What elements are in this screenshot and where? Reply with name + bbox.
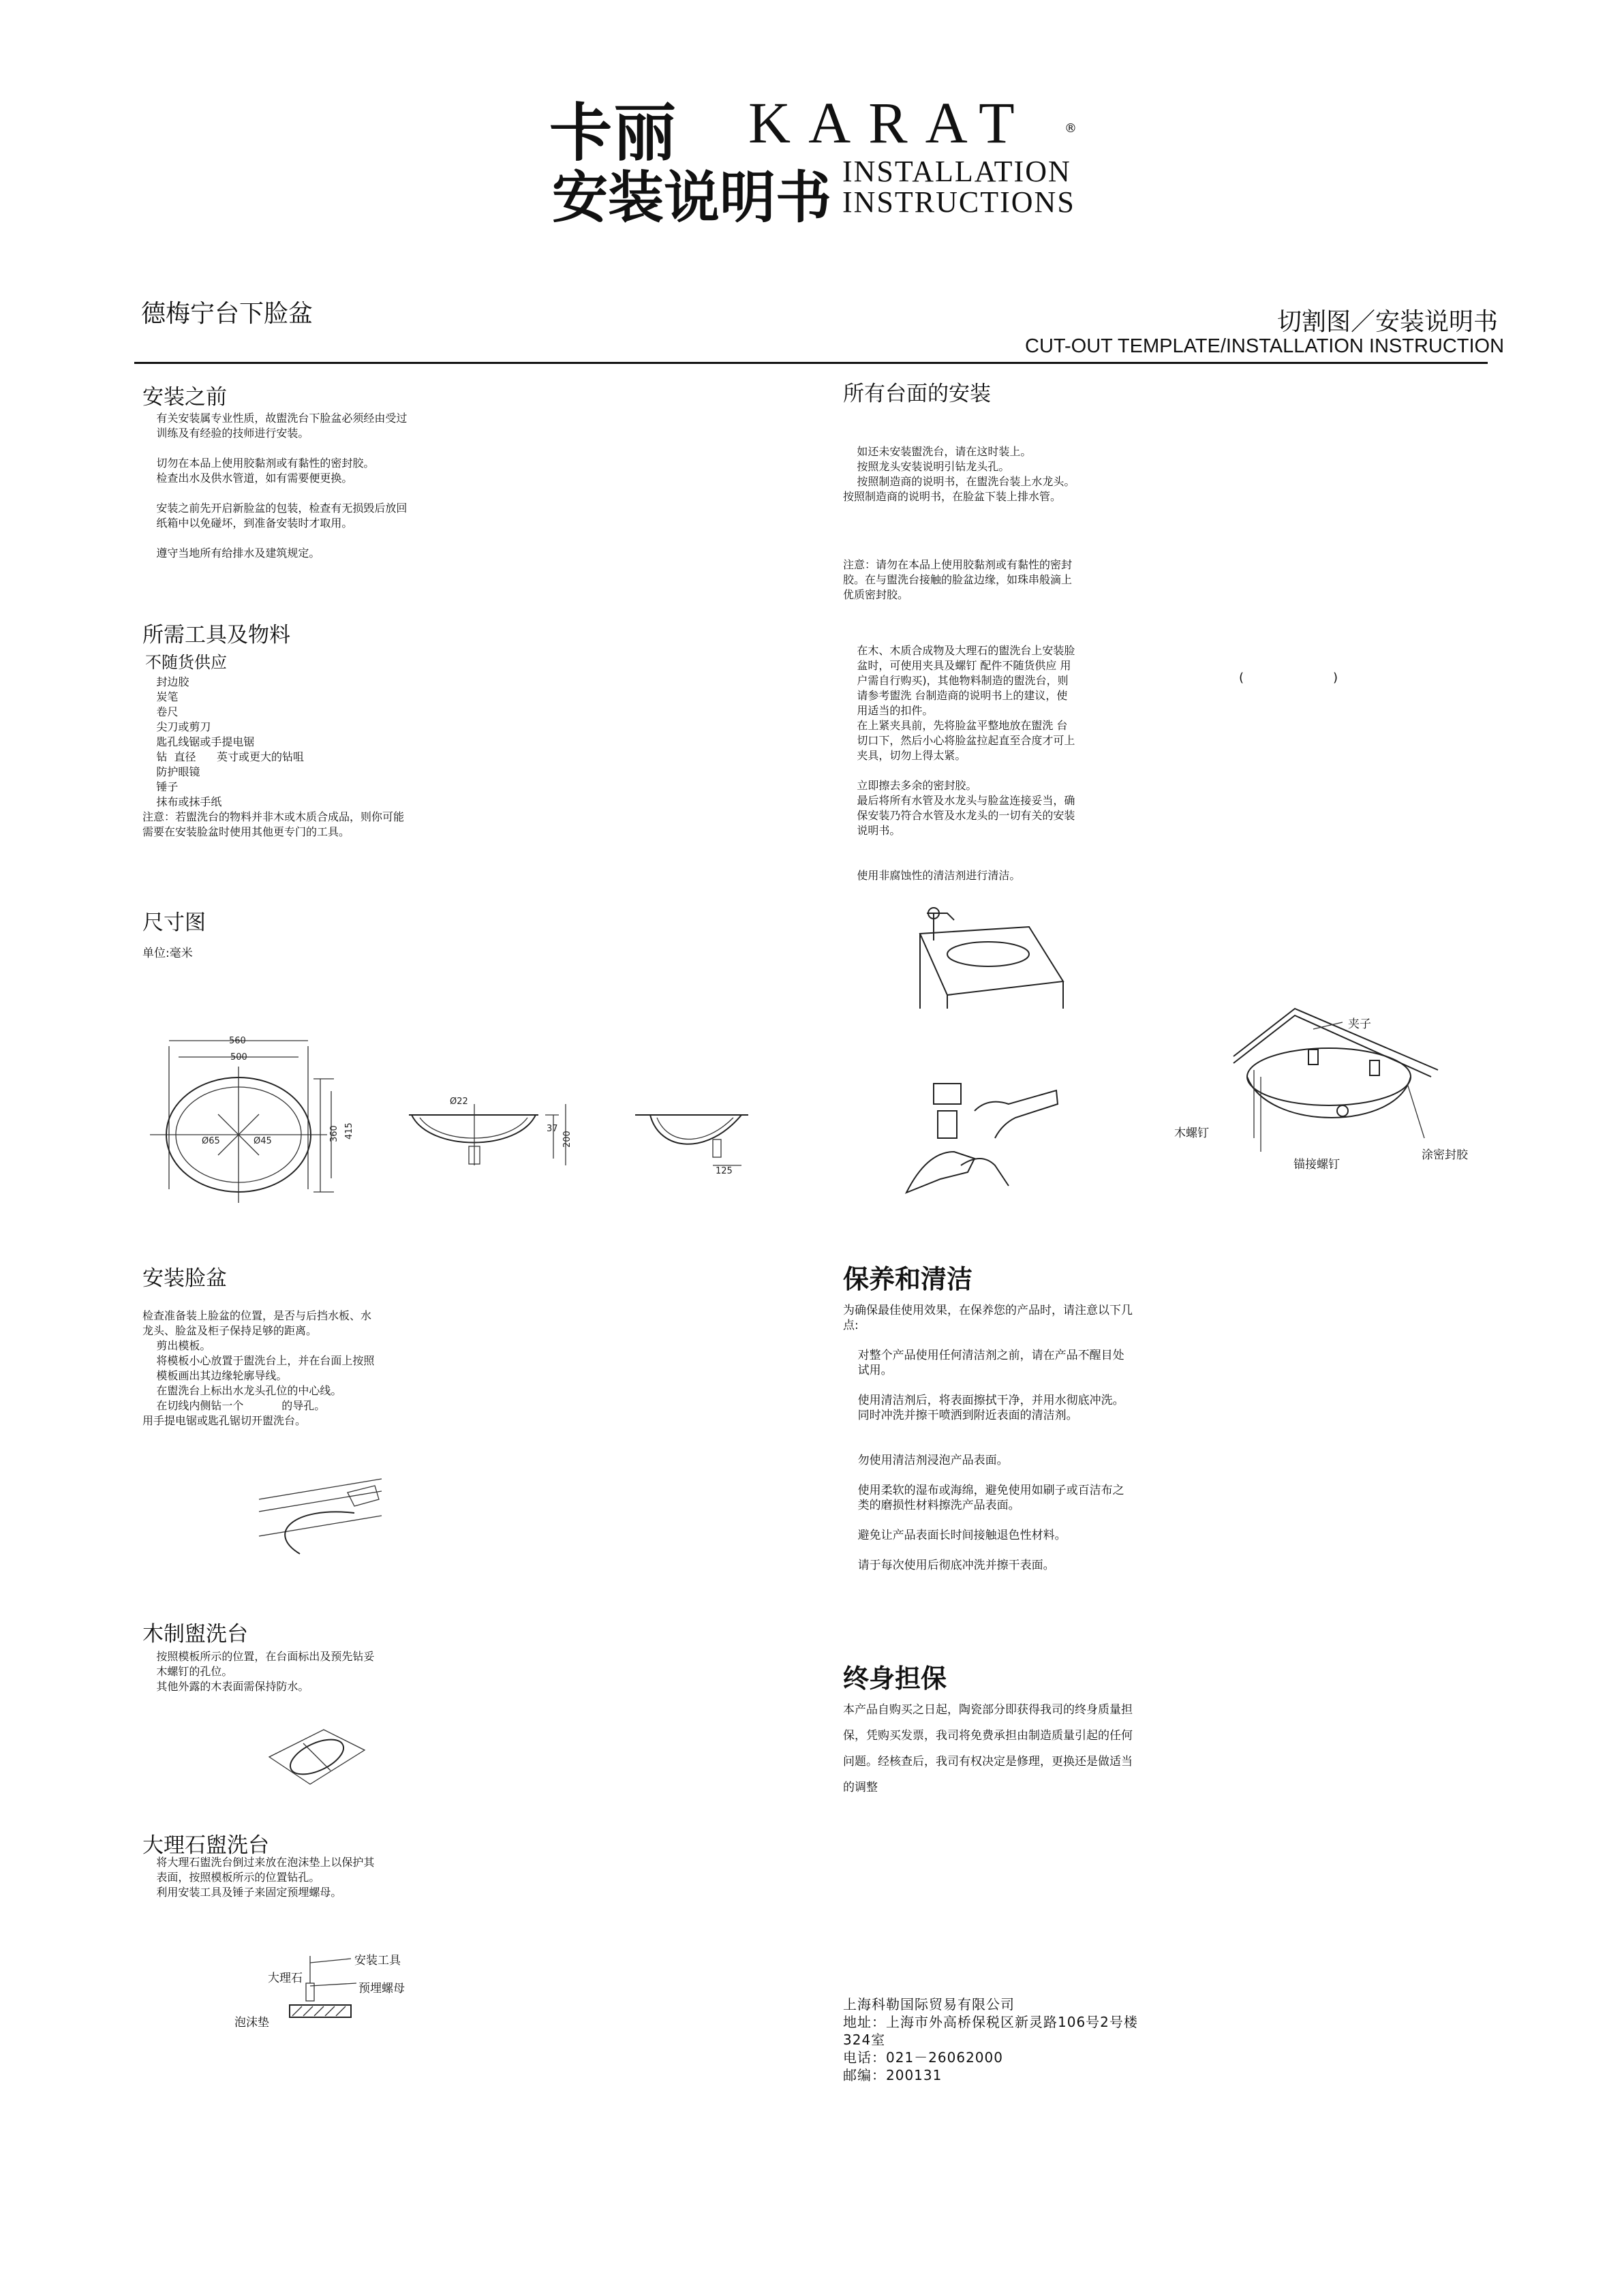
doc-title-en-1: INSTALLATION	[842, 155, 1071, 188]
label-sealant: 涂密封胶	[1422, 1148, 1468, 1162]
wood-counter-text: 按照模板所示的位置，在台面标出及预先钻妥 木螺钉的孔位。 其他外露的木表面需保持防水。	[156, 1650, 375, 1693]
section-title-marble-counter: 大理石盥洗台	[142, 1833, 269, 1858]
label-embedded-nut: 预埋螺母	[358, 1982, 405, 1995]
dim-label-65: Ø65	[202, 1136, 220, 1146]
dim-label-560: 560	[229, 1036, 246, 1046]
dim-label-125: 125	[716, 1166, 733, 1176]
tools-subtitle: 不随货供应	[145, 653, 227, 672]
section-title-dimensions: 尺寸图	[142, 910, 206, 935]
install-basin-text: 检查准备装上脸盆的位置，是否与后挡水板、水 龙头、脸盆及柜子保持足够的距离。 剪出模板。 将模板小心放置于盥洗台上，并在台面上按照 模板画出其边缘轮廓导线。 在盥洗台上标出水龙头孔位的中心线。 在切线内侧钻一个 的导孔。 用手提电锯或匙孔锯切开盥洗台。	[142, 1309, 375, 1427]
clamp-install-illustration	[1227, 1002, 1445, 1172]
dim-label-22: Ø22	[450, 1097, 468, 1107]
doc-title-cn: 安装说明书	[552, 165, 832, 230]
right-title-en: CUT-OUT TEMPLATE/INSTALLATION INSTRUCTION	[1025, 335, 1505, 357]
section-title-tools: 所需工具及物料	[142, 623, 290, 647]
brand-logo-en: KARAT	[748, 90, 1032, 155]
dim-label-415: 415	[344, 1122, 354, 1139]
dimension-labels	[0, 0, 818, 1227]
right-title-cn: 切割图／安装说明书	[1277, 308, 1499, 336]
label-install-tool: 安装工具	[354, 1954, 401, 1968]
marble-counter-text: 将大理石盥洗台倒过来放在泡沫垫上以保护其 表面，按照模板所示的位置钻孔。 利用安装工具及锤子来固定预埋螺母。	[156, 1856, 375, 1899]
paren-open: (	[1239, 671, 1244, 685]
label-anchor-bolt: 锚接螺钉	[1293, 1158, 1340, 1172]
all-counters-text-3: 在木、木质合成物及大理石的盥洗台上安装脸 盆时，可使用夹具及螺钉 配件不随货供应 用 户需自行购买)，其他物料制造的盥洗台，则 请参考盥洗 台制造商的说明书上的建议，使 用适当的扣件。 在上紧夹具前，先将脸盆平整地放在盥洗 台 切口下，然后小心将脸盆拉起直至合度才可上 夹具，切勿上得太紧。 立即擦去多余的密封胶。 最后将所有水管及水龙头与脸盆连接妥当，确 保安装乃符合水管及水龙头的一切有关的安装 说明书。 使用非腐蚀性的清洁剂进行清洁。	[857, 644, 1075, 882]
dimension-unit: 单位:毫米	[142, 947, 193, 960]
section-title-care: 保养和清洁	[843, 1264, 973, 1294]
doc-title-en-2: INSTRUCTIONS	[842, 185, 1075, 219]
section-title-before-install: 安装之前	[142, 385, 227, 410]
cutting-illustration	[252, 1472, 388, 1561]
product-name: 德梅宁台下脸盆	[141, 300, 313, 328]
registered-mark: ®	[1064, 121, 1077, 136]
dim-label-45: Ø45	[254, 1136, 272, 1146]
dim-label-360: 360	[329, 1125, 339, 1142]
warranty-text: 本产品自购买之日起，陶瓷部分即获得我司的终身质量担 保，凭购买发票，我司将免费承担由制造质量引起的任何 问题。经核查后，我司有权决定是修理，更换还是做适当 的调整	[843, 1703, 1133, 1794]
brand-logo-cn: 卡丽	[549, 96, 678, 170]
before-install-text: 有关安装属专业性质，故盥洗台下脸盆必须经由受过 训练及有经验的技师进行安装。 切勿在本品上使用胶黏剂或有黏性的密封胶。 检查出水及供水管道，如有需要便更换。 安装之前先开启新脸盆的包装，检查有无损毁后放回 纸箱中以免碰坏，到准备安装时才取用。 遵守当地所有给排水及建筑规定。	[156, 412, 408, 560]
company-contact: 上海科勒国际贸易有限公司 地址：上海市外高桥保税区新灵路106号2号楼 324室 电话：021－26062000 邮编：200131	[843, 1996, 1138, 2083]
section-title-install-basin: 安装脸盆	[142, 1266, 227, 1291]
section-title-warranty: 终身担保	[843, 1664, 947, 1694]
all-counters-text-2: 注意：请勿在本品上使用胶黏剂或有黏性的密封 胶。在与盥洗台接触的脸盆边缘，如珠串般滴上 优质密封胶。	[843, 558, 1073, 601]
label-clamp: 夹子	[1348, 1017, 1371, 1031]
all-counters-text-1: 如还未安装盥洗台，请在这时装上。 按照龙头安装说明引钻龙头孔。 按照制造商的说明书，在盥洗台装上水龙头。 按照制造商的说明书，在脸盆下装上排水管。	[843, 445, 1075, 503]
tools-text: 封边胶 炭笔 卷尺 尖刀或剪刀 匙孔线锯或手提电锯 钻 直径 英寸或更大的钻咀 防护眼镜 锤子 抹布或抹手纸 注意：若盥洗台的物料并非木或木质合成品，则你可能 需要在安装脸盆时使用其他更专门的工具。	[142, 675, 405, 838]
dim-label-37: 37	[547, 1124, 558, 1134]
label-wood-screw: 木螺钉	[1174, 1127, 1209, 1140]
dim-label-200: 200	[562, 1131, 572, 1148]
label-marble: 大理石	[268, 1972, 303, 1985]
paren-close: )	[1333, 671, 1338, 685]
care-text: 为确保最佳使用效果，在保养您的产品时，请注意以下几 点: 对整个产品使用任何清洁剂之前，请在产品不醒目处 试用。 使用清洁剂后，将表面擦拭干净，并用水彻底冲洗。 同时冲洗并擦干喷洒到附近表面的清洁剂。 勿使用清洁剂浸泡产品表面。 使用柔软的湿布或海绵，避免使用如刷子或百洁布之 类的磨损性材料擦洗产品表面。 避免让产品表面长时间接触退色性材料。 请于每次使用后彻底冲洗并擦干表面。	[843, 1304, 1133, 1572]
label-foam-pad: 泡沫垫	[234, 2016, 269, 2030]
faucet-vanity-illustration	[906, 906, 1070, 1009]
section-title-all-counters: 所有台面的安装	[843, 382, 991, 406]
drain-connection-illustration	[900, 1070, 1063, 1206]
wood-counter-template-drawing	[262, 1723, 371, 1791]
dim-label-500: 500	[230, 1052, 247, 1062]
section-title-wood-counter: 木制盥洗台	[142, 1622, 248, 1647]
